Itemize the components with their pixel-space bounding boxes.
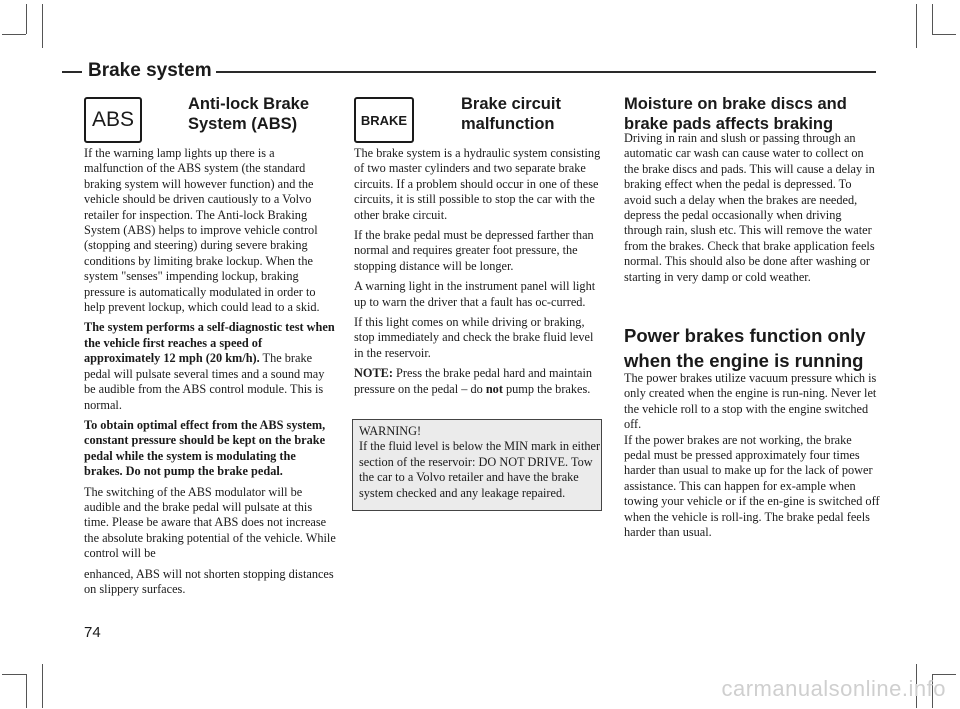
warning-text: If the fluid level is below the MIN mark in either section of the reservoir: DO NOT DRIVE. Tow the car to a Volvo retailer and have the brake system checked and any leakage repaired. <box>359 439 601 500</box>
watermark: carmanualsonline.info <box>721 676 946 701</box>
crop-mark <box>932 34 956 35</box>
moisture-body <box>624 131 880 290</box>
brake-paragraph: The brake system is a hydraulic system consisting of two master cylinders and two separate brake circuits. If a problem should occur in one of these circuits, it is still possible to stop the car with the other brake circuit. <box>354 146 601 222</box>
note-bold: not <box>485 381 503 396</box>
power-body <box>624 371 880 545</box>
abs-paragraph-bold: To obtain optimal effect from the ABS system, constant pressure should be kept on the brake pedal while the system is modulating the brakes. Do not pump the brake pedal. <box>84 417 326 479</box>
brake-paragraph: A warning light in the instrument panel will light up to warn the driver that a fault has oc-curred. <box>354 279 596 309</box>
abs-symbol-icon <box>84 97 142 143</box>
crop-mark <box>2 34 26 35</box>
brake-symbol-icon <box>354 97 414 143</box>
crop-mark <box>26 4 27 34</box>
abs-body <box>84 146 336 602</box>
brake-note <box>354 366 604 397</box>
page-number: 74 <box>84 624 101 641</box>
power-paragraph: The power brakes utilize vacuum pressure which is only created when the engine is run-ning. Never let the vehicle roll to a stop with the engine switched off. <box>624 371 877 432</box>
header-rule-right <box>212 71 876 73</box>
page-title: Brake system <box>84 60 216 82</box>
abs-symbol-label: ABS <box>91 108 135 131</box>
crop-mark <box>42 664 43 708</box>
brake-symbol-label: BRAKE <box>360 112 408 128</box>
crop-mark <box>932 4 933 34</box>
note-label: NOTE: <box>354 366 393 381</box>
warning-title: WARNING! <box>359 424 422 438</box>
abs-paragraph <box>84 320 336 412</box>
crop-mark <box>916 4 917 48</box>
abs-text: The brake pedal will pulsate several times and a sound may be audible from the ABS control module. This is normal. <box>84 351 325 412</box>
power-heading: Power brakes function only when the engine is running <box>624 325 866 371</box>
brake-body <box>354 146 604 402</box>
abs-heading: Anti-lock Brake System (ABS) <box>188 95 310 133</box>
crop-mark <box>42 4 43 48</box>
brake-paragraph: If this light comes on while driving or braking, stop immediately and check the brake fluid level in the reservoir. <box>354 315 594 360</box>
brake-heading: Brake circuit malfunction <box>461 95 561 133</box>
crop-mark <box>2 674 26 675</box>
abs-paragraph: If the warning lamp lights up there is a malfunction of the ABS system (the standard braking system will however function) and the vehicle should be driven cautiously to a Volvo retailer for inspection. The Anti-lock Braking System (ABS) helps to improve vehicle control (stopping and steering) during severe braking conditions by limiting brake lockup. When the system "senses" impending lockup, braking pressure is automatically modulated in order to help prevent lockup, which could lead to a skid. <box>84 146 320 315</box>
crop-mark <box>26 674 27 708</box>
brake-paragraph: If the brake pedal must be depressed farther than normal and requires greater foot pressure, the stopping distance will be longer. <box>354 228 594 273</box>
header-rule-left <box>62 71 82 73</box>
warning-box <box>352 419 602 511</box>
abs-paragraph: enhanced, ABS will not shorten stopping distances on slippery surfaces. <box>84 566 334 596</box>
note-text: pump the brakes. <box>502 381 591 396</box>
power-paragraph: If the power brakes are not working, the brake pedal must be pressed approximately four times harder than usual to make up for the lack of power assistance. This can happen for ex-ample when towing your vehicle or if the en-gine is switched off when the vehicle is roll-ing. The brake pedal feels harder than usual. <box>624 432 880 540</box>
note-text: Press the brake pedal hard and maintain pressure on the pedal – do <box>354 366 593 396</box>
moisture-heading: Moisture on brake discs and brake pads affects braking <box>624 95 847 133</box>
moisture-paragraph: Driving in rain and slush or passing through an automatic car wash can cause water to collect on the brake discs and pads. This will cause a delay in braking effect when the pedal is depressed. To avoid such a delay when the brakes are needed, depress the pedal occasionally when driving through rain, slush etc. This will remove the water from the brakes. Check that brake application feels normal. This should also be done after washing or starting in very damp or cold weather. <box>624 131 875 284</box>
abs-bold-text: The system performs a self-diagnostic test when the vehicle first reaches a speed of approximately 12 mph (20 km/h). <box>84 320 335 366</box>
abs-paragraph: The switching of the ABS modulator will be audible and the brake pedal will pulsate at this time. Please be aware that ABS does not increase the absolute braking potential of the vehicle. While control will be <box>84 484 336 561</box>
crop-mark <box>932 674 956 675</box>
